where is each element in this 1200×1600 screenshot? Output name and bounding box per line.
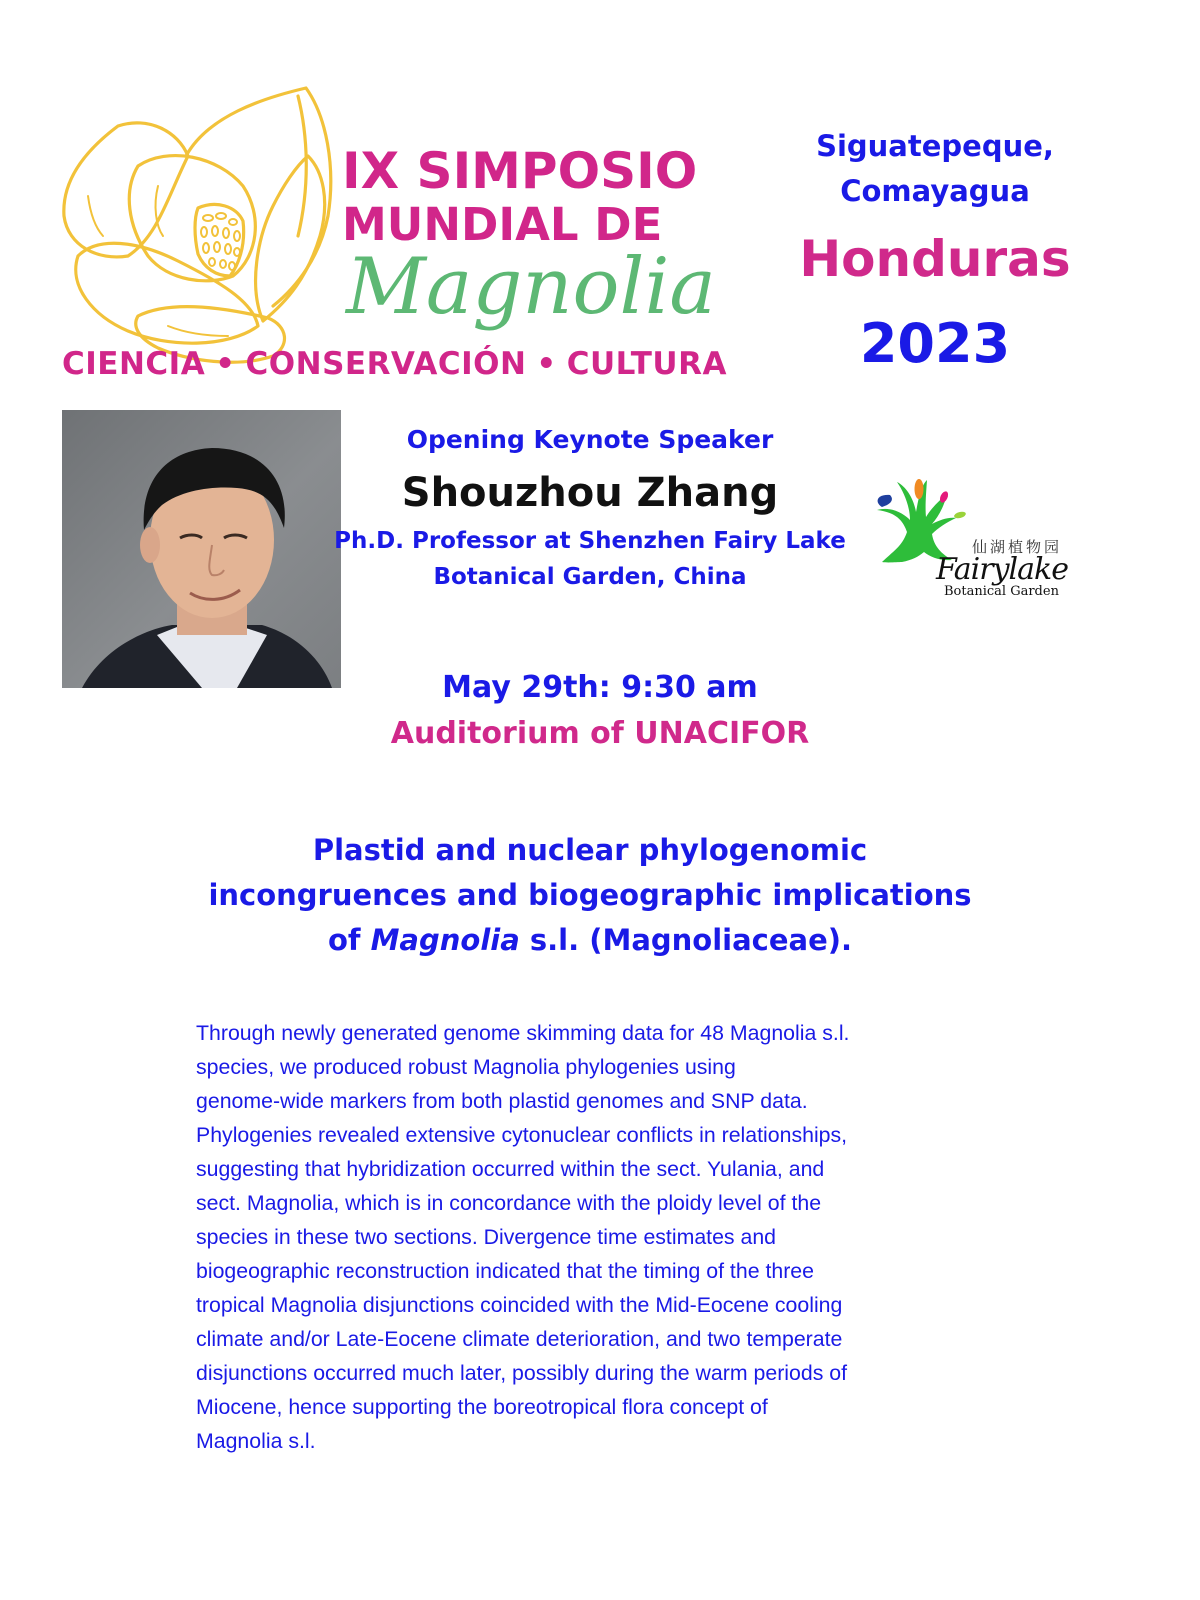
location-city: Siguatepeque, [816, 129, 1054, 163]
flower-petal [76, 243, 258, 343]
speaker-name: Shouzhou Zhang [401, 470, 779, 516]
talk-title [150, 828, 1030, 963]
symposium-title-magnolia: Magnolia [346, 242, 716, 332]
abstract-line: species in these two sections. Divergence time estimates and [196, 1225, 777, 1249]
flower-petal [64, 123, 188, 257]
talk-date-time: May 29th: 9:30 am [442, 670, 758, 705]
tagline-word: CIENCIA [62, 346, 206, 382]
abstract-line: Miocene, hence supporting the boreotropical flora concept of [196, 1395, 768, 1419]
abstract-line: genome-wide markers from both plastid genomes and SNP data. [196, 1089, 808, 1113]
magnolia-flower-logo-icon [58, 86, 348, 366]
tagline-separator: • [215, 346, 236, 382]
abstract-line: climate and/or Late-Eocene climate deterioration, and two temperate [196, 1327, 843, 1351]
tagline-separator: • [536, 346, 557, 382]
abstract-line: biogeographic reconstruction indicated that the timing of the three [196, 1259, 814, 1283]
abstract-line: suggesting that hybridization occurred within the sect. Yulania, and [196, 1157, 825, 1181]
talk-venue: Auditorium of UNACIFOR [390, 716, 810, 751]
talk-title-text: s.l. (Magnoliaceae). [519, 923, 853, 957]
speaker-portrait-icon [62, 410, 341, 688]
abstract-line: Phylogenies revealed extensive cytonuclear conflicts in relationships, [196, 1123, 848, 1147]
talk-title-line: incongruences and biogeographic implications [208, 878, 972, 912]
tagline-word: CULTURA [566, 346, 727, 382]
symposium-tagline [62, 346, 727, 382]
drop-orange [915, 479, 924, 499]
talk-title-text: of [327, 923, 371, 957]
abstract-line: Magnolia s.l. [196, 1429, 316, 1453]
talk-title-genus: Magnolia [370, 923, 520, 957]
flower-petal [256, 156, 325, 321]
talk-title-line [150, 918, 1030, 963]
location-country: Honduras [799, 230, 1071, 288]
symposium-title-line2: MUNDIAL DE [342, 198, 663, 251]
talk-abstract [196, 1016, 1016, 1458]
speaker-role: Opening Keynote Speaker [406, 425, 774, 454]
speaker-photo [62, 410, 341, 688]
abstract-line: tropical Magnolia disjunctions coincided with the Mid-Eocene cooling [196, 1293, 843, 1317]
abstract-line: sect. Magnolia, which is in concordance with the ploidy level of the [196, 1191, 822, 1215]
fairylake-chinese-name: 仙湖植物园 [972, 538, 1063, 556]
tagline-word: CONSERVACIÓN [245, 346, 527, 382]
talk-title-line: Plastid and nuclear phylogenomic [312, 833, 868, 867]
symposium-title-line1: IX SIMPOSIO [342, 142, 698, 200]
speaker-affiliation-line2: Botanical Garden, China [433, 564, 747, 590]
flower-petal [186, 88, 331, 306]
speaker-affiliation-line1: Ph.D. Professor at Shenzhen Fairy Lake [334, 528, 846, 554]
abstract-line: Through newly generated genome skimming data for 48 Magnolia s.l. [196, 1021, 850, 1045]
location-department: Comayagua [840, 174, 1030, 208]
event-year: 2023 [859, 312, 1011, 375]
abstract-line: species, we produced robust Magnolia phylogenies using [196, 1055, 736, 1079]
fairylake-subtitle: Botanical Garden [944, 584, 1059, 599]
fairylake-script-name: Fairylake [936, 552, 1068, 587]
drop-blue [878, 495, 892, 507]
abstract-line: disjunctions occurred much later, possibly during the warm periods of [196, 1361, 848, 1385]
